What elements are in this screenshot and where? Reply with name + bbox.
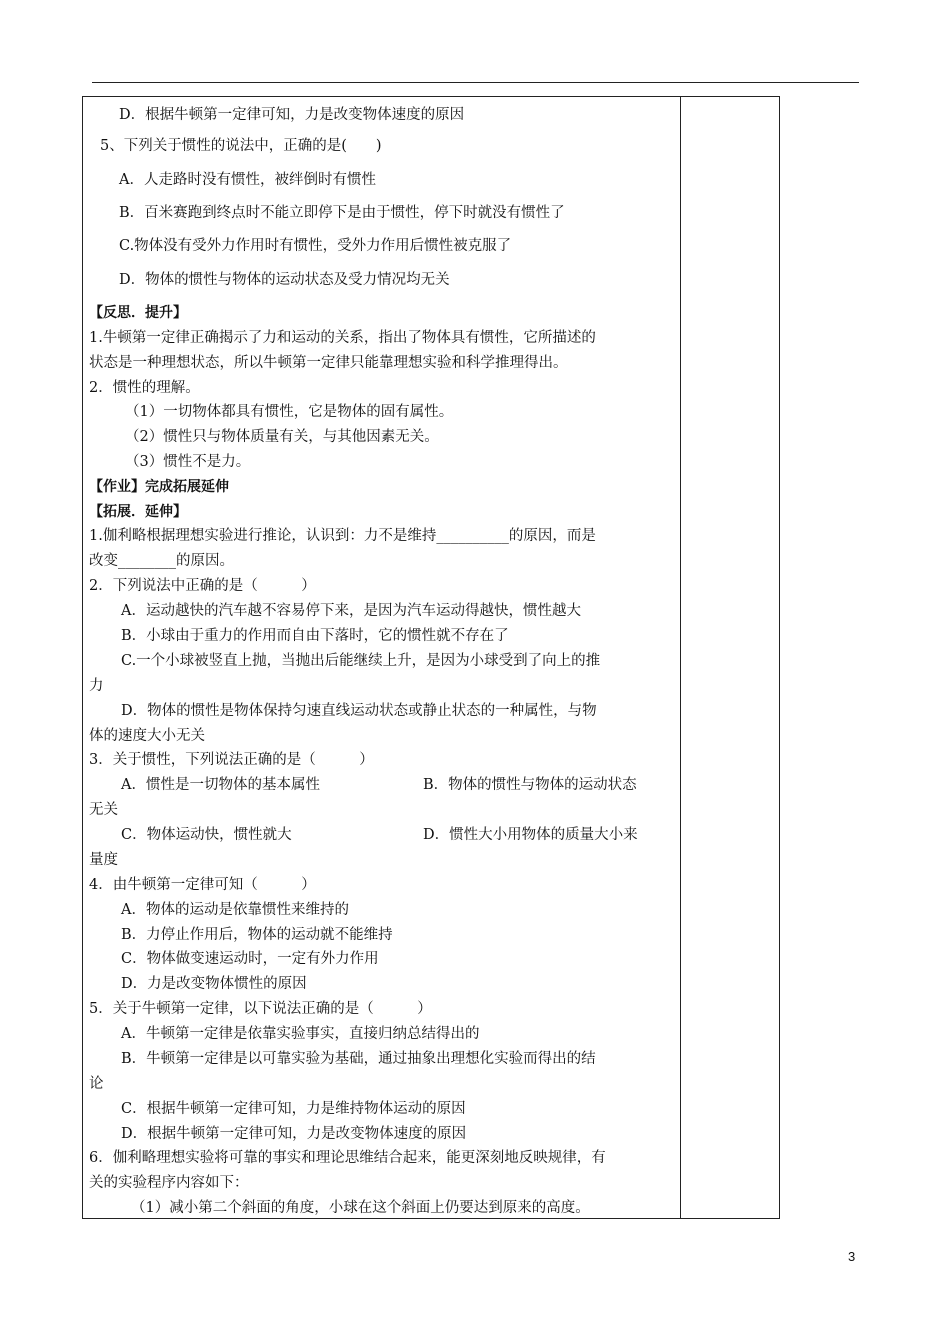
text-line: B．百米赛跑到终点时不能立即停下是由于惯性，停下时就没有惯性了 xyxy=(119,205,565,221)
header-rule xyxy=(92,82,859,83)
text-line: A．惯性是一切物体的基本属性 xyxy=(121,777,320,793)
text-line: 5．关于牛顿第一定律，以下说法正确的是（ ） xyxy=(89,1001,432,1017)
text-line: D．物体的惯性与物体的运动状态及受力情况均无关 xyxy=(119,272,450,288)
text-line: （3）惯性不是力。 xyxy=(125,454,251,470)
text-line: C．物体做变速运动时，一定有外力作用 xyxy=(121,951,379,967)
text-line: B．物体的惯性与物体的运动状态 xyxy=(423,777,637,793)
text-line: A．物体的运动是依靠惯性来维持的 xyxy=(121,902,349,918)
text-line: 6．伽利略理想实验将可靠的事实和理论思维结合起来，能更深刻地反映规律，有 xyxy=(89,1150,606,1166)
text-line: 改变________的原因。 xyxy=(89,553,234,569)
column-divider xyxy=(680,97,681,1218)
text-line: C．物体运动快，惯性就大 xyxy=(121,827,292,843)
text-line: （2）惯性只与物体质量有关，与其他因素无关。 xyxy=(125,429,439,445)
text-line: A．牛顿第一定律是依靠实验事实，直接归纳总结得出的 xyxy=(121,1026,480,1042)
text-line: A．人走路时没有惯性，被绊倒时有惯性 xyxy=(119,172,376,188)
text-line: 3．关于惯性，下列说法正确的是（ ） xyxy=(89,752,374,768)
text-line: D．根据牛顿第一定律可知，力是改变物体速度的原因 xyxy=(119,107,465,123)
text-line: C.一个小球被竖直上抛，当抛出后能继续上升，是因为小球受到了向上的推 xyxy=(121,653,601,669)
text-line: 5、下列关于惯性的说法中，正确的是( ) xyxy=(100,138,382,154)
text-line: D．力是改变物体惯性的原因 xyxy=(121,976,307,992)
text-line: 4．由牛顿第一定律可知（ ） xyxy=(89,877,316,893)
text-line: 量度 xyxy=(89,852,118,868)
worksheet-table xyxy=(82,96,780,1219)
section-heading: 【拓展．延伸】 xyxy=(89,504,187,520)
text-line: （1）减小第二个斜面的角度，小球在这个斜面上仍要达到原来的高度。 xyxy=(131,1200,590,1216)
text-line: 2．惯性的理解。 xyxy=(89,380,200,396)
content-cell xyxy=(83,97,680,1218)
text-line: 论 xyxy=(89,1076,104,1092)
text-line: 力 xyxy=(89,678,104,694)
text-line: 2．下列说法中正确的是（ ） xyxy=(89,578,316,594)
text-line: 状态是一种理想状态，所以牛顿第一定律只能靠理想实验和科学推理得出。 xyxy=(89,355,568,371)
text-line: 无关 xyxy=(89,802,118,818)
text-line: D．物体的惯性是物体保持匀速直线运动状态或静止状态的一种属性，与物 xyxy=(121,703,597,719)
text-line: 体的速度大小无关 xyxy=(89,728,205,744)
section-heading: 【作业】完成拓展延伸 xyxy=(89,479,229,495)
text-line: A．运动越快的汽车越不容易停下来，是因为汽车运动得越快，惯性越大 xyxy=(121,603,581,619)
text-line: B．小球由于重力的作用而自由下落时，它的惯性就不存在了 xyxy=(121,628,509,644)
text-line: 1.牛顿第一定律正确揭示了力和运动的关系，指出了物体具有惯性，它所描述的 xyxy=(89,330,596,346)
text-line: D．惯性大小用物体的质量大小来 xyxy=(423,827,638,843)
page-number: 3 xyxy=(848,1249,856,1264)
text-line: B．牛顿第一定律是以可靠实验为基础，通过抽象出理想化实验而得出的结 xyxy=(121,1051,596,1067)
text-line: 关的实验程序内容如下： xyxy=(89,1175,249,1191)
text-line: （1）一切物体都具有惯性，它是物体的固有属性。 xyxy=(125,404,454,420)
text-line: 1.伽利略根据理想实验进行推论，认识到：力不是维持__________的原因，而是 xyxy=(89,528,596,544)
text-line: D．根据牛顿第一定律可知，力是改变物体速度的原因 xyxy=(121,1126,467,1142)
text-line: C．根据牛顿第一定律可知，力是维持物体运动的原因 xyxy=(121,1101,466,1117)
text-line: B．力停止作用后，物体的运动就不能维持 xyxy=(121,927,393,943)
text-line: C.物体没有受外力作用时有惯性，受外力作用后惯性被克服了 xyxy=(119,238,512,254)
section-heading: 【反思．提升】 xyxy=(89,305,187,321)
